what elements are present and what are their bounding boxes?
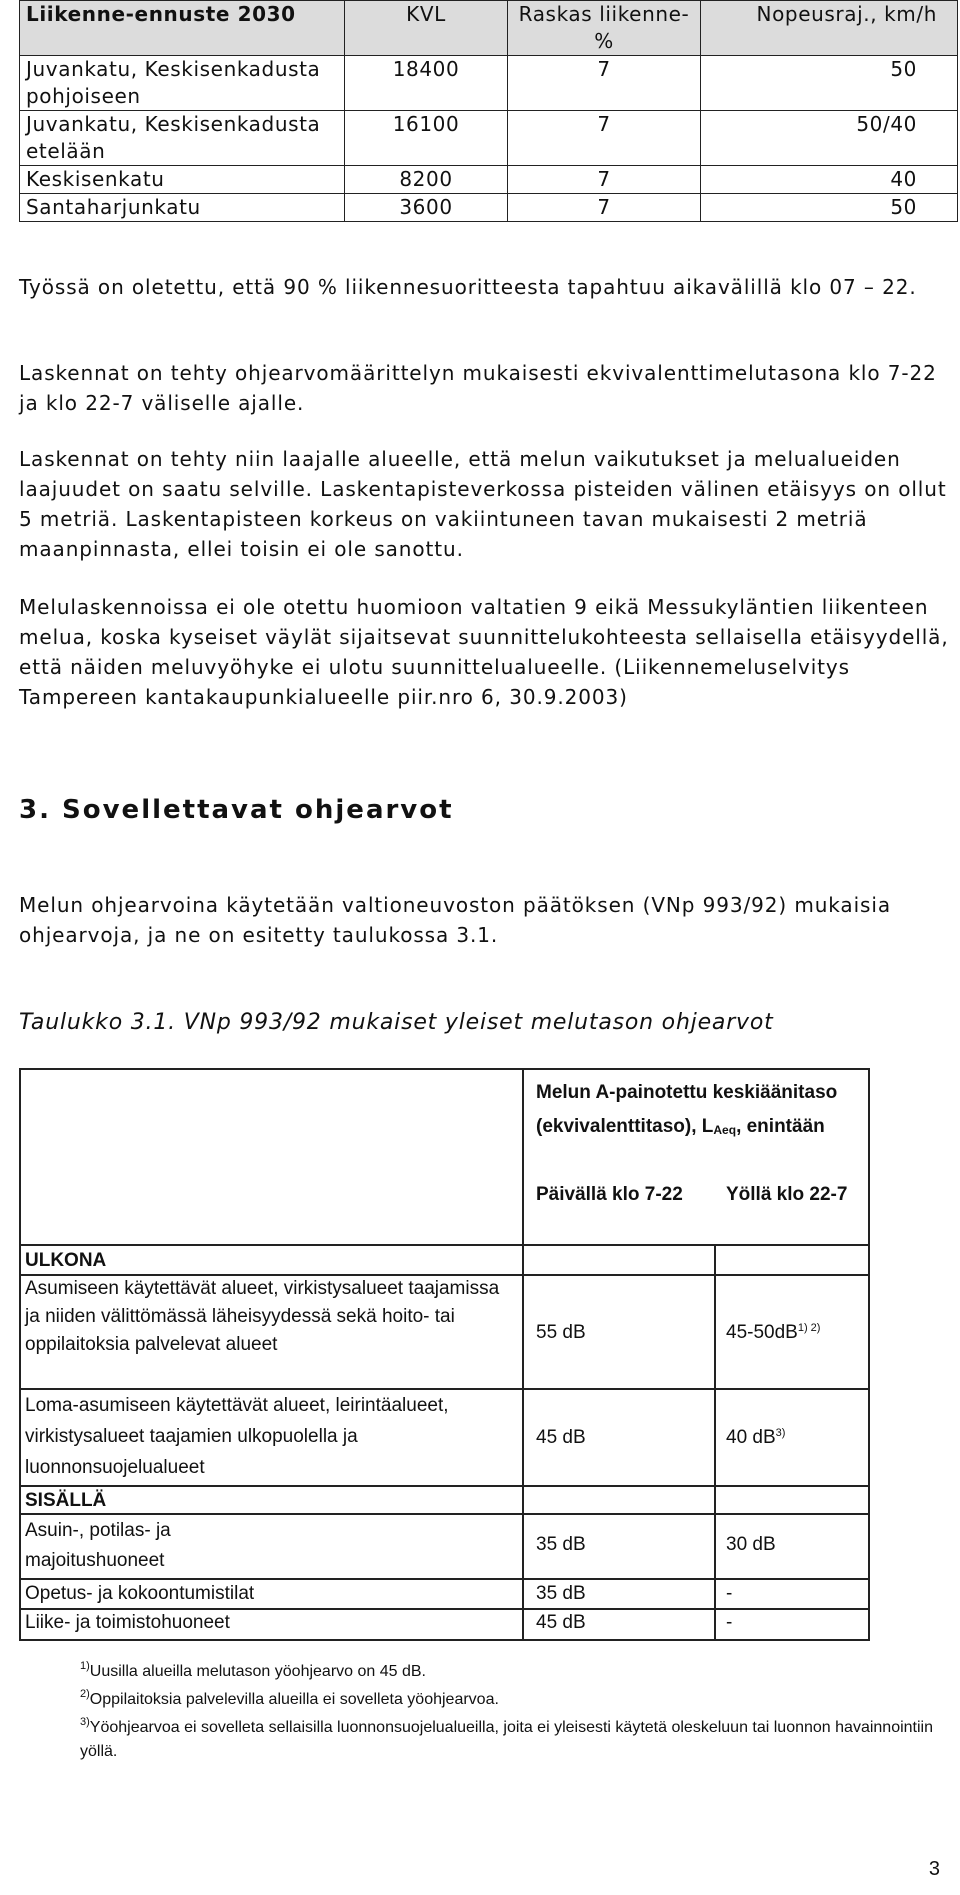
paragraph-traffic-share: Työssä on oletettu, että 90 % liikennesuoritteesta tapahtuu aikavälillä klo 07 – 22. — [19, 275, 917, 299]
row-night-value: - — [726, 1583, 733, 1604]
row-label: Loma-asumiseen käytettävät alueet, leirintäalueet, virkistysalueet taajamien ulkopuolella ja luonnonsuojelualueet — [25, 1395, 449, 1478]
header-noise-level: Melun A-painotettu keskiäänitaso (ekvivalenttitaso), $L_{Aeq}$, enintään — [536, 1082, 838, 1137]
table-caption: Taulukko 3.1. VNp 993/92 mukaiset yleiset melutason ohjearvot — [19, 1010, 774, 1035]
header-cell: Nopeusraj., km/h — [701, 1, 958, 56]
guideline-table-last-row — [19, 1608, 870, 1640]
header-cell: Raskas liikenne-% — [508, 1, 701, 56]
paragraph-calculation-area: Laskennat on tehty niin laajalle alueelle, että melun vaikutukset ja melualueiden laajuudet on saatu selville. Laskentapisteverkossa pisteiden välinen etäisyys on ollut 5 metriä. Laskentapisteen korkeus on vakiintuneen tavan mukaisesti 2 metriä maanpinnasta, ellei toisin ei ole sanottu. — [19, 447, 947, 561]
table-row — [20, 56, 958, 111]
label-ulkona: ULKONA — [25, 1250, 107, 1271]
row-night-value: 40 $dB^{3)}$ — [726, 1427, 786, 1448]
row-label: Asumiseen käytettävät alueet, virkistysalueet taajamissa ja niiden välittömässä läheisyydessä sekä hoito- tai oppilaitoksia palvelevat alueet — [25, 1278, 500, 1355]
footnote: $^{3)}$Yöohjearvoa ei sovelleta sellaisilla luonnonsuojelualueilla, joita ei yleisesti käytetä oleskeluun tai luonnon havainnointiin yöllä. — [80, 1716, 933, 1760]
table-cell: 3600 — [345, 194, 508, 222]
row-day-value: 45 dB — [536, 1427, 586, 1448]
footnote: $^{2)}$Oppilaitoksia palvelevilla alueilla ei sovelleta yöohjearvoa. — [80, 1688, 499, 1708]
table-cell: 7 — [508, 166, 701, 194]
row-day-value: 35 dB — [536, 1583, 586, 1604]
row-label: Liike- ja toimistohuoneet — [25, 1612, 230, 1633]
row-night-value: - — [726, 1612, 733, 1633]
table-cell: 7 — [508, 194, 701, 222]
table-cell: 7 — [508, 56, 701, 111]
row-night-value: 30 dB — [726, 1534, 776, 1555]
table-cell: 8200 — [345, 166, 508, 194]
paragraph-guidelines-intro: Melun ohjearvoina käytetään valtioneuvoston päätöksen (VNp 993/92) mukaisia ohjearvoja, ja ne on esitetty taulukossa 3.1. — [19, 893, 891, 947]
table-cell: 7 — [508, 111, 701, 166]
row-night-value: $45-50dB^{1) 2)}$ — [726, 1322, 821, 1343]
table-cell: 40 — [701, 166, 958, 194]
section-heading: 3. Sovellettavat ohjearvot — [19, 795, 454, 825]
paragraph-calculation-method: Laskennat on tehty ohjearvomäärittelyn mukaisesti ekvivalenttimelutasona klo 7-22 ja klo 22-7 väliselle ajalle. — [19, 361, 937, 415]
row-day-value: 55 dB — [536, 1322, 586, 1343]
table-cell: 18400 — [345, 56, 508, 111]
header-cell: KVL — [345, 1, 508, 56]
table-cell: Santaharjunkatu — [20, 194, 345, 222]
table-cell: Keskisenkatu — [20, 166, 345, 194]
table-cell: Juvankatu, Keskisenkadusta pohjoiseen — [20, 56, 345, 111]
table-cell: Juvankatu, Keskisenkadusta etelään — [20, 111, 345, 166]
traffic-forecast-table — [19, 0, 958, 222]
label-sisalla: SISÄLLÄ — [25, 1490, 107, 1511]
table-cell: 50 — [701, 56, 958, 111]
header-cell: Liikenne-ennuste 2030 — [20, 1, 345, 56]
table-header-row — [20, 1, 958, 56]
page-number: 3 — [928, 1858, 940, 1880]
table-row — [20, 194, 958, 222]
table-cell: 50/40 — [701, 111, 958, 166]
row-label: Asuin-, potilas- ja majoitushuoneet — [25, 1520, 171, 1571]
row-day-value: 45 dB — [536, 1612, 586, 1633]
footnote: $^{1)}$Uusilla alueilla melutason yöohjearvo on 45 dB. — [80, 1660, 426, 1680]
table-row — [20, 166, 958, 194]
guideline-table — [19, 1068, 870, 1610]
table-row — [20, 111, 958, 166]
table-cell: 16100 — [345, 111, 508, 166]
table-cell: 50 — [701, 194, 958, 222]
row-label: Opetus- ja kokoontumistilat — [25, 1583, 255, 1604]
row-day-value: 35 dB — [536, 1534, 586, 1555]
header-night: Yöllä klo 22-7 — [726, 1184, 848, 1205]
footnotes — [80, 1660, 940, 1768]
paragraph-excluded-roads: Melulaskennoissa ei ole otettu huomioon valtatien 9 eikä Messukyläntien liikenteen melua, koska kyseiset väylät sijaitsevat suunnittelukohteesta sellaisella etäisyydellä, että näiden meluvyöhyke ei ulotu suunnittelualueelle. (Liikennemeluselvitys Tampereen kantakaupunkialueelle piir.nro 6, 30.9.2003) — [19, 595, 949, 709]
header-day: Päivällä klo 7-22 — [536, 1184, 683, 1205]
